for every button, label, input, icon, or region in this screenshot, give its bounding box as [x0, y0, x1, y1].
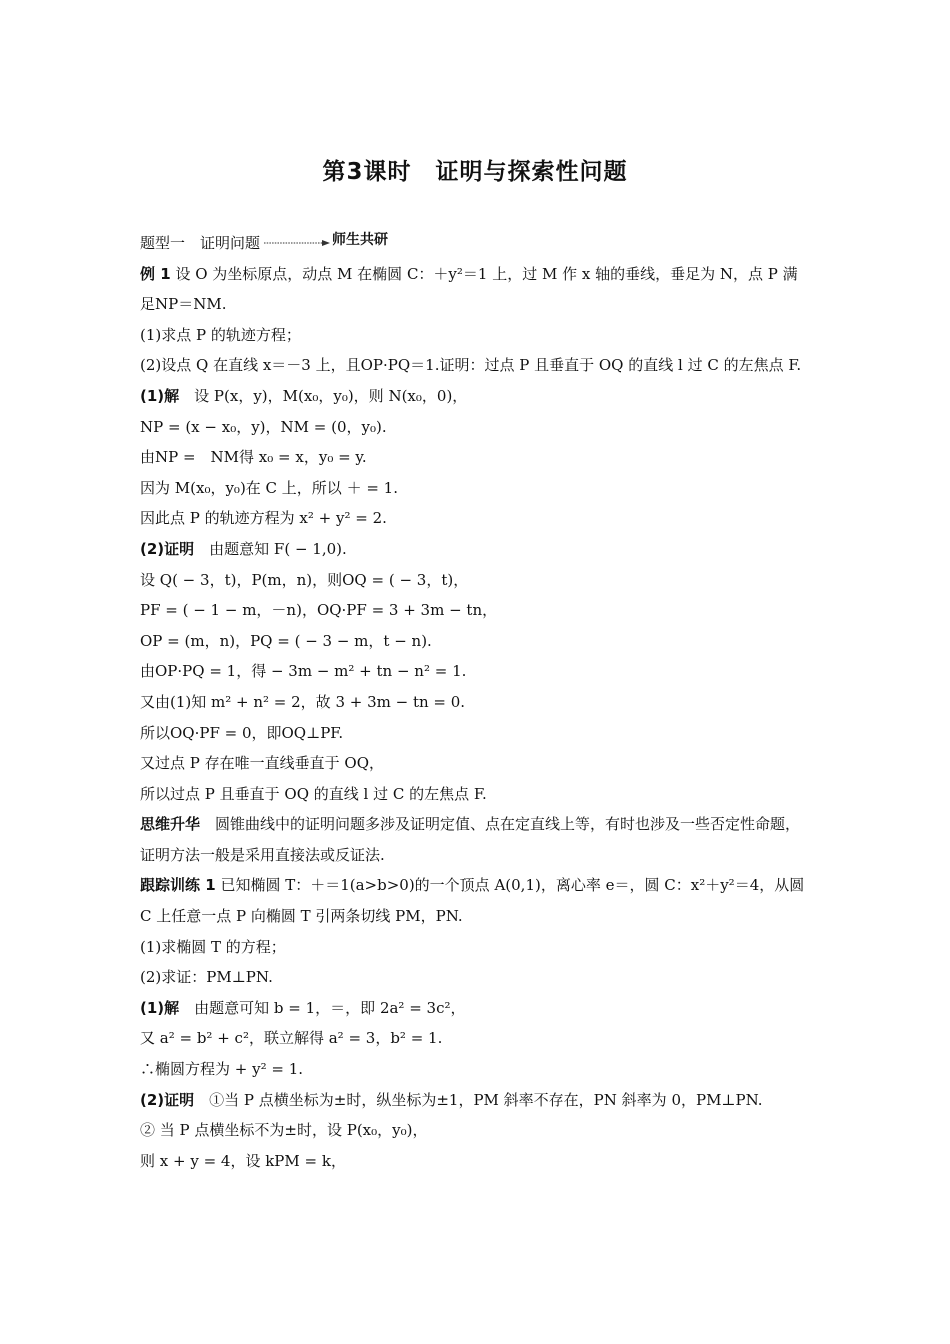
section-header	[140, 228, 812, 259]
proof-line: (2)证明 由题意知 F( − 1,0).	[140, 539, 347, 558]
solution-line: (1)解 由题意可知 b = 1，＝，即 2a² = 3c²，	[140, 998, 466, 1017]
solution-line: (1)解 设 P(x，y)，M(x₀，y₀)，则 N(x₀，0)，	[140, 386, 468, 405]
proof-line: 所以过点 P 且垂直于 OQ 的直线 l 过 C 的左焦点 F.	[140, 784, 487, 803]
proof-line: 设 Q( − 3，t)，P(m，n)，则OQ = ( − 3，t)，	[140, 570, 469, 589]
lead-label: 例 1	[140, 264, 171, 283]
lead-label: (1)解	[140, 998, 180, 1017]
proof-line: 又由(1)知 m² + n² = 2，故 3 + 3m − tn = 0.	[140, 692, 466, 711]
solution-line: NP = (x − x₀，y)，NM = (0，y₀).	[140, 417, 387, 436]
section-label: 题型一 证明问题	[140, 234, 261, 252]
solution-line: 因此点 P 的轨迹方程为 x² + y² = 2.	[140, 509, 387, 528]
proof-line: (2)证明 ①当 P 点横坐标为±时，纵坐标为±1，PM 斜率不存在，PN 斜率为 0，PM⊥PN.	[140, 1090, 763, 1109]
exercise-1-statement: 跟踪训练 1 已知椭圆 T：＋＝1(a>b>0)的一个顶点 A(0,1)，离心率 e＝，圆 C：x²＋y²＝4，从圆 C 上任意一点 P 向椭圆 T 引两条切线 PM，PN.	[140, 876, 805, 926]
section-tag: 师生共研	[332, 232, 389, 248]
solution-line: 又 a² = b² + c²，联立解得 a² = 3，b² = 1.	[140, 1029, 443, 1048]
lead-label: (1)解	[140, 386, 180, 405]
lead-label: 思维升华	[140, 815, 201, 834]
page-title: 第3课时 证明与探索性问题	[322, 159, 628, 185]
proof-line: 所以OQ·PF = 0，即OQ⊥PF.	[140, 723, 344, 742]
lead-label: (2)证明	[140, 539, 195, 558]
example-1-part-1: (1)求点 P 的轨迹方程；	[140, 325, 301, 344]
exercise-1-part-1: (1)求椭圆 T 的方程；	[140, 937, 286, 956]
proof-line: ② 当 P 点横坐标不为±时，设 P(x₀，y₀)，	[140, 1121, 428, 1140]
proof-line: 由OP·PQ = 1，得 − 3m − m² + tn − n² = 1.	[140, 662, 467, 681]
proof-line: 则 x + y = 4，设 kPM = k，	[140, 1151, 346, 1170]
solution-line: ∴椭圆方程为 + y² = 1.	[140, 1060, 304, 1079]
document-body	[140, 228, 812, 1176]
proof-line: PF = ( − 1 − m，－n)，OQ·PF = 3 + 3m − tn，	[140, 601, 498, 620]
example-1-part-2: (2)设点 Q 在直线 x＝－3 上，且OP·PQ＝1.证明：过点 P 且垂直于 OQ 的直线 l 过 C 的左焦点 F.	[140, 356, 802, 375]
lead-label: 跟踪训练 1	[140, 876, 216, 895]
exercise-1-part-2: (2)求证：PM⊥PN.	[140, 968, 273, 987]
arrow-right-icon	[264, 238, 330, 248]
lead-label: (2)证明	[140, 1090, 195, 1109]
solution-line: 因为 M(x₀，y₀)在 C 上，所以 ＋ = 1.	[140, 478, 398, 497]
solution-line: 由NP = NM得 x₀ = x，y₀ = y.	[140, 448, 367, 467]
summary-note: 思维升华 圆锥曲线中的证明问题多涉及证明定值、点在定直线上等，有时也涉及一些否定性命题，证明方法一般是采用直接法或反证法.	[140, 815, 801, 864]
proof-line: OP = (m，n)，PQ = ( − 3 − m，t − n).	[140, 631, 432, 650]
proof-line: 又过点 P 存在唯一直线垂直于 OQ，	[140, 754, 384, 773]
example-1-statement: 例 1 设 O 为坐标原点，动点 M 在椭圆 C：＋y²＝1 上，过 M 作 x 轴的垂线，垂足为 N，点 P 满足NP＝NM.	[140, 264, 798, 314]
